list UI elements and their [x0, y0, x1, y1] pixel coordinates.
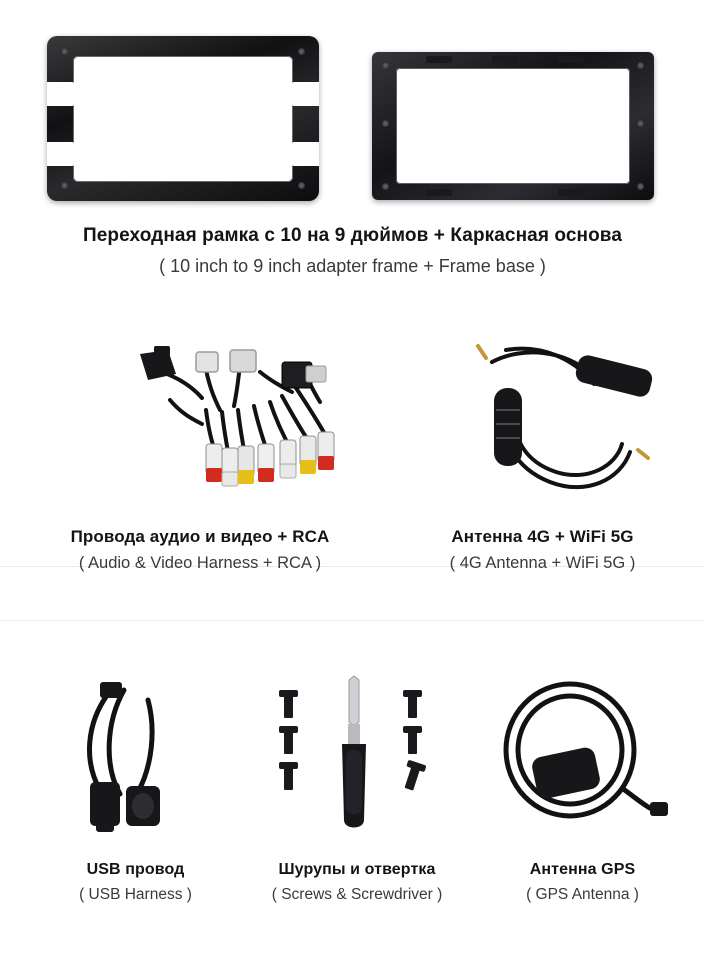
usb-cable-icon: [60, 670, 240, 850]
caption-antenna-4g: [390, 526, 695, 574]
caption-ru: Антенна GPS: [529, 861, 636, 878]
frame-base-icon: [372, 52, 654, 200]
wiring-harness-rca-icon: [110, 340, 400, 520]
caption-en: ( Audio & Video Harness + RCA ): [78, 554, 322, 573]
caption-ru: Переходная рамка с 10 на 9 дюймов + Каркасная основа: [82, 225, 623, 246]
section-harness-antenna: [0, 330, 705, 600]
caption-ru: Антенна 4G + WiFi 5G: [451, 527, 634, 546]
caption-adapter-frame: [0, 224, 705, 277]
adapter-frame-front-icon: [47, 36, 319, 201]
caption-ru: USB провод: [86, 861, 185, 878]
caption-ru: Провода аудио и видео + RCA: [70, 527, 330, 546]
gps-antenna-icon: [478, 668, 678, 853]
caption-gps-antenna: [480, 860, 685, 904]
caption-screws-screwdriver: [232, 860, 482, 904]
caption-en: ( 10 inch to 9 inch adapter frame + Frame base ): [159, 255, 546, 276]
caption-en: ( Screws & Screwdriver ): [271, 886, 443, 903]
section-usb-tools-gps: [0, 650, 705, 950]
divider-stripe-lower: [0, 620, 705, 621]
caption-av-harness: [10, 526, 390, 574]
screws-screwdriver-icon: [258, 670, 448, 850]
caption-en: ( 4G Antenna + WiFi 5G ): [449, 554, 636, 573]
caption-en: ( USB Harness ): [79, 886, 192, 903]
4g-wifi-antenna-icon: [470, 340, 690, 520]
section-adapter-frame: [0, 22, 705, 312]
caption-ru: Шурупы и отвертка: [278, 861, 436, 878]
caption-en: ( GPS Antenna ): [526, 886, 639, 903]
caption-usb-harness: [28, 860, 243, 904]
